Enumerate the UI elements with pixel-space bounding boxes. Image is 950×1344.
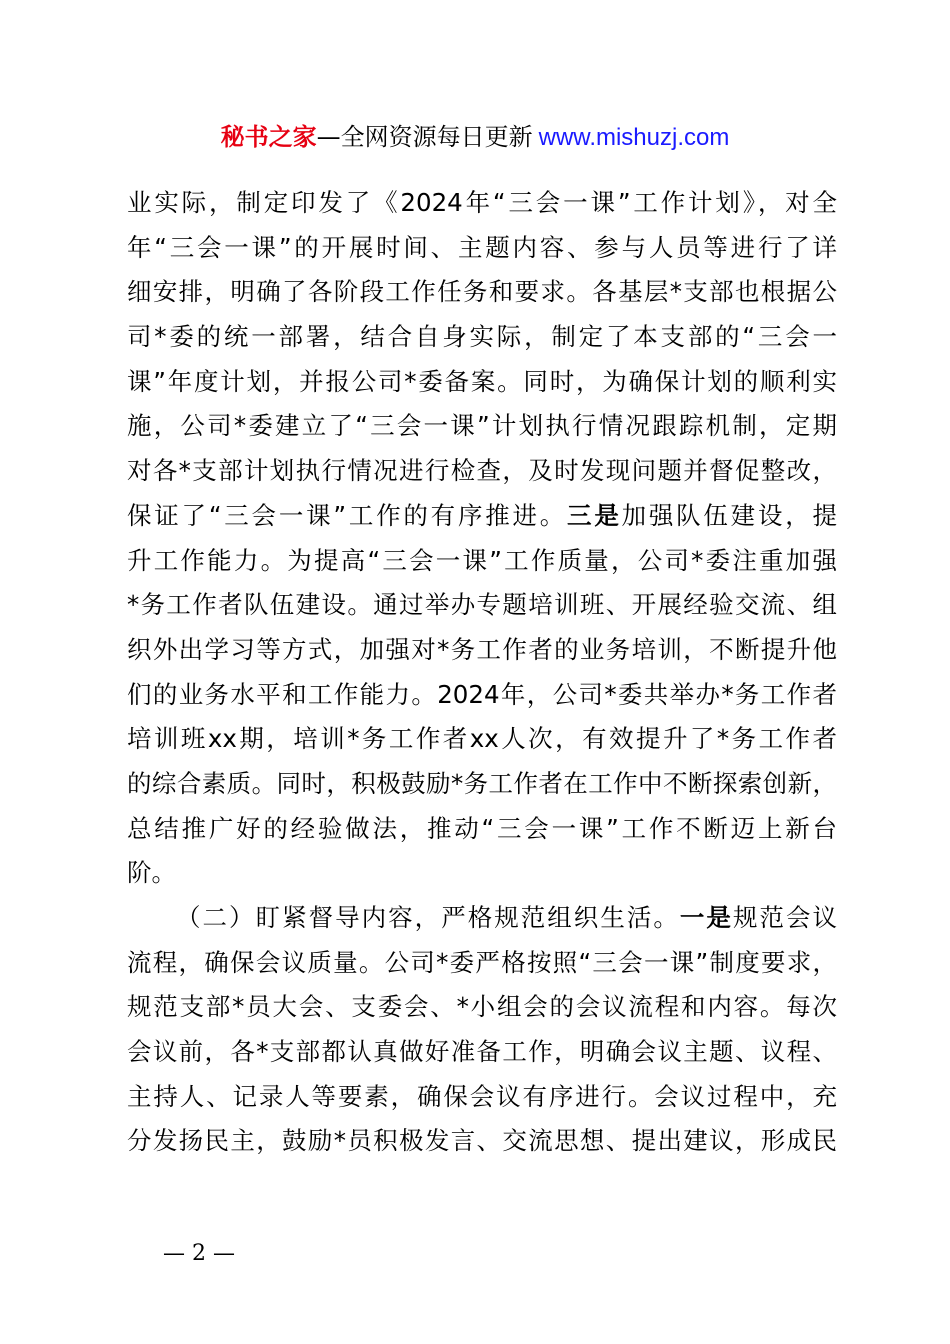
text-line: 培训班xx期，培训*务工作者xx人次，有效提升了*务工作者 (127, 724, 837, 754)
text-line: 施，公司*委建立了“三会一课”计划执行情况跟踪机制，定期 (127, 411, 837, 441)
site-url[interactable]: www.mishuzj.com (538, 124, 730, 151)
text-line: 总结推广好的经验做法，推动“三会一课”工作不断迈上新台 (127, 813, 837, 843)
text-line: 分发扬民主，鼓励*员积极发言、交流思想、提出建议，形成民 (127, 1126, 837, 1156)
text-line: 规范支部*员大会、支委会、*小组会的会议流程和内容。每次 (127, 992, 837, 1022)
text-line: 年“三会一课”的开展时间、主题内容、参与人员等进行了详 (127, 232, 837, 262)
text-line (127, 896, 837, 941)
brand-name: 秘书之家 (220, 123, 317, 151)
text-line: 升工作能力。为提高“三会一课”工作质量，公司*委注重加强 (127, 545, 837, 575)
page-number: — 2 — (163, 1241, 235, 1266)
text-line: *务工作者队伍建设。通过举办专题培训班、开展经验交流、组 (127, 590, 837, 620)
text-line: 业实际，制定印发了《2024年“三会一课”工作计划》，对全 (127, 188, 837, 217)
text-line: 对各*支部计划执行情况进行检查，及时发现问题并督促整改， (127, 456, 837, 486)
text-line (127, 494, 837, 539)
text-line: 织外出学习等方式，加强对*务工作者的业务培训，不断提升他 (127, 634, 837, 664)
text-run: 加强队伍建设，提 (621, 500, 838, 530)
text-line: 阶。 (127, 858, 176, 888)
text-line: 细安排，明确了各阶段工作任务和要求。各基层*支部也根据公 (127, 277, 837, 307)
paragraph-2 (127, 896, 837, 1164)
paragraph-1 (127, 181, 837, 896)
text-line: 流程，确保会议质量。公司*委严格按照“三会一课”制度要求， (127, 947, 837, 977)
text-line: 课”年度计划，并报公司*委备案。同时，为确保计划的顺利实 (127, 366, 837, 396)
text-line: 们的业务水平和工作能力。2024年，公司*委共举办*务工作者 (127, 679, 837, 709)
bold-ordinal: 三是 (567, 500, 622, 530)
document-body (127, 181, 837, 1164)
page-header (0, 119, 950, 156)
text-line: 司*委的统一部署，结合自身实际，制定了本支部的“三会一 (127, 322, 837, 352)
bold-ordinal: 一是 (679, 903, 733, 932)
text-line: 主持人、记录人等要素，确保会议有序进行。会议过程中，充 (127, 1081, 837, 1111)
text-run: 规范会议 (732, 903, 838, 932)
header-tagline: —全网资源每日更新 (316, 123, 533, 151)
text-line: 会议前，各*支部都认真做好准备工作，明确会议主题、议程、 (127, 1037, 837, 1067)
text-run: （二）盯紧督导内容，严格规范组织生活。 (176, 903, 680, 932)
text-line: 的综合素质。同时，积极鼓励*务工作者在工作中不断探索创新， (127, 768, 837, 798)
text-run: 保证了“三会一课”工作的有序推进。 (127, 500, 568, 530)
